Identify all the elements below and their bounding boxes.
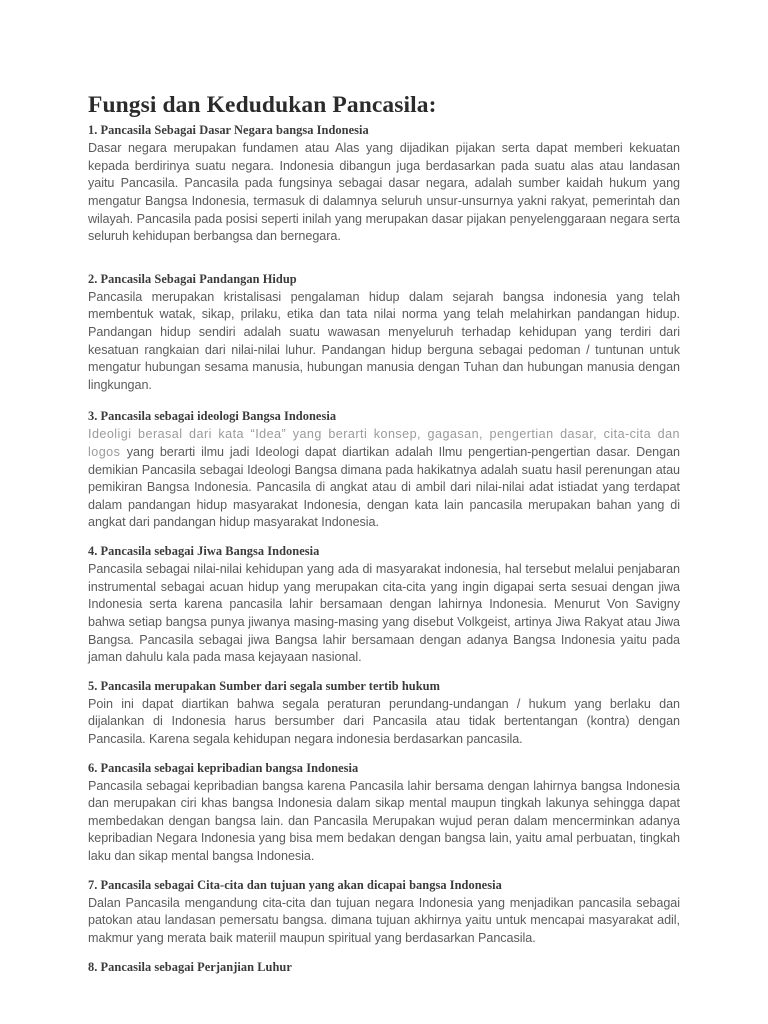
section-7 xyxy=(88,877,680,948)
section-3-body-lead: Ideoligi berasal dari kata “Idea” yang berarti konsep, gagasan, pengertian dasar, cita-cita dan logos xyxy=(88,427,680,460)
section-1 xyxy=(88,122,680,246)
section-6-heading: 6. Pancasila sebagai kepribadian bangsa Indonesia xyxy=(88,760,359,775)
section-3-body xyxy=(88,426,680,532)
section-spacer xyxy=(88,749,680,760)
section-1-body: Dasar negara merupakan fundamen atau Alas yang dijadikan pijakan serta dapat memberi kekuatan kepada berdirinya suatu negara. Indonesia dibangun juga berdasarkan pada suatu alas atau landasan yaitu Pancasila. Pancasila pada fungsinya sebagai dasar negara, adalah sumber kaidah hukum yang mengatur Bangsa Indonesia, termasuk di dalamnya seluruh unsur-unsurnya yakni rakyat, pemerintah dan wilayah. Pancasila pada posisi seperti inilah yang merupakan dasar pijakan penyelenggaraan negara serta seluruh kehidupan berbangsa dan bernegara. xyxy=(88,141,680,244)
section-8-heading: 8. Pancasila sebagai Perjanjian Luhur xyxy=(88,959,292,974)
section-4-body: Pancasila sebagai nilai-nilai kehidupan yang ada di masyarakat indonesia, hal tersebut melalui penjabaran instrumental sebagai acuan hidup yang merupakan cita-cita yang ingin digapai serta sesuai dengan jiwa Indonesia serta karena pancasila lahir bersamaan dengan lahirnya Indonesia. Menurut Von Savigny bahwa setiap bangsa punya jiwanya masing-masing yang disebut Volkgeist, artinya Jiwa Rakyat atau Jiwa Bangsa. Pancasila sebagai jiwa Bangsa lahir bersamaan dengan adanya Bangsa Indonesia yaitu pada jaman dahulu kala pada masa kejayaan nasional. xyxy=(88,562,680,665)
section-5 xyxy=(88,678,680,749)
section-3-body-rest: yang berarti ilmu jadi Ideologi dapat diartikan adalah Ilmu pengertian-pengertian dasar. Dengan demikian Pancasila sebagai Ideologi Bangsa dimana pada hakikatnya adalah suatu hasil perenungan atau pemikiran Bangsa Indonesia. Pancasila di angkat atau di ambil dari nilai-nilai adat istiadat yang terdapat dalam pandangan hidup masyarakat Indonesia, dengan kata lain pancasila merupakan bahan yang di angkat dari pandangan hidup masyarakat Indonesia. xyxy=(88,445,681,530)
section-spacer xyxy=(88,532,680,543)
section-7-body: Dalan Pancasila mengandung cita-cita dan tujuan negara Indonesia yang menjadikan pancasila sebagai patokan atau landasan pemersatu bangsa. dimana tujuan akhirnya yaitu untuk mencapai masyarakat adil, makmur yang merata baik materiil maupun spiritual yang berdasarkan Pancasila. xyxy=(88,895,680,945)
section-spacer xyxy=(88,866,680,877)
section-2-body: Pancasila merupakan kristalisasi pengalaman hidup dalam sejarah bangsa indonesia yang telah membentuk watak, sikap, prilaku, etika dan tata nilai norma yang telah melahirkan pandangan hidup. Pandangan hidup sendiri adalah suatu wawasan menyeluruh terhadap kehidupan yang terdiri dari kesatuan rangkaian dari nilai-nilai luhur. Pandangan hidup berguna sebagai pedoman / tuntunan untuk mengatur hubungan sesama manusia, hubungan manusia dengan Tuhan dan hubungan manusia dengan lingkungan. xyxy=(88,289,680,392)
page-title: Fungsi dan Kedudukan Pancasila: xyxy=(88,92,437,118)
section-7-heading: 7. Pancasila sebagai Cita-cita dan tujuan yang akan dicapai bangsa Indonesia xyxy=(88,877,502,892)
section-1-heading: 1. Pancasila Sebagai Dasar Negara bangsa Indonesia xyxy=(88,123,369,138)
section-8 xyxy=(88,959,680,976)
section-spacer xyxy=(88,394,680,408)
section-4-heading: 4. Pancasila sebagai Jiwa Bangsa Indonesia xyxy=(88,544,320,559)
section-2-heading: 2. Pancasila Sebagai Pandangan Hidup xyxy=(88,271,297,286)
section-3-heading: 3. Pancasila sebagai ideologi Bangsa Indonesia xyxy=(88,409,337,424)
section-6-body: Pancasila sebagai kepribadian bangsa karena Pancasila lahir bersama dengan lahirnya bangsa Indonesia dan merupakan ciri khas bangsa Indonesia dalam sikap mental maupun tingkah lakunya sehingga dapat membedakan dengan bangsa lain. dan Pancasila Merupakan wujud peran dalam mencerminkan adanya kepribadian Negara Indonesia yang bisa mem bedakan dengan bangsa lain, yaitu amal perbuatan, tingkah laku dan sikap mental bangsa Indonesia. xyxy=(88,778,680,864)
section-5-body: Poin ini dapat diartikan bahwa segala peraturan perundang-undangan / hukum yang berlaku dan dijalankan di Indonesia harus bersumber dari Pancasila atau tidak bertentangan (kontra) dengan Pancasila. Karena segala kehidupan negara indonesia berdasarkan pancasila. xyxy=(88,696,680,746)
section-5-heading: 5. Pancasila merupakan Sumber dari segala sumber tertib hukum xyxy=(88,678,440,693)
section-6 xyxy=(88,760,680,866)
section-3 xyxy=(88,408,680,532)
section-4 xyxy=(88,543,680,667)
section-spacer xyxy=(88,246,680,271)
section-spacer xyxy=(88,948,680,959)
section-2 xyxy=(88,271,680,395)
section-spacer xyxy=(88,667,680,678)
